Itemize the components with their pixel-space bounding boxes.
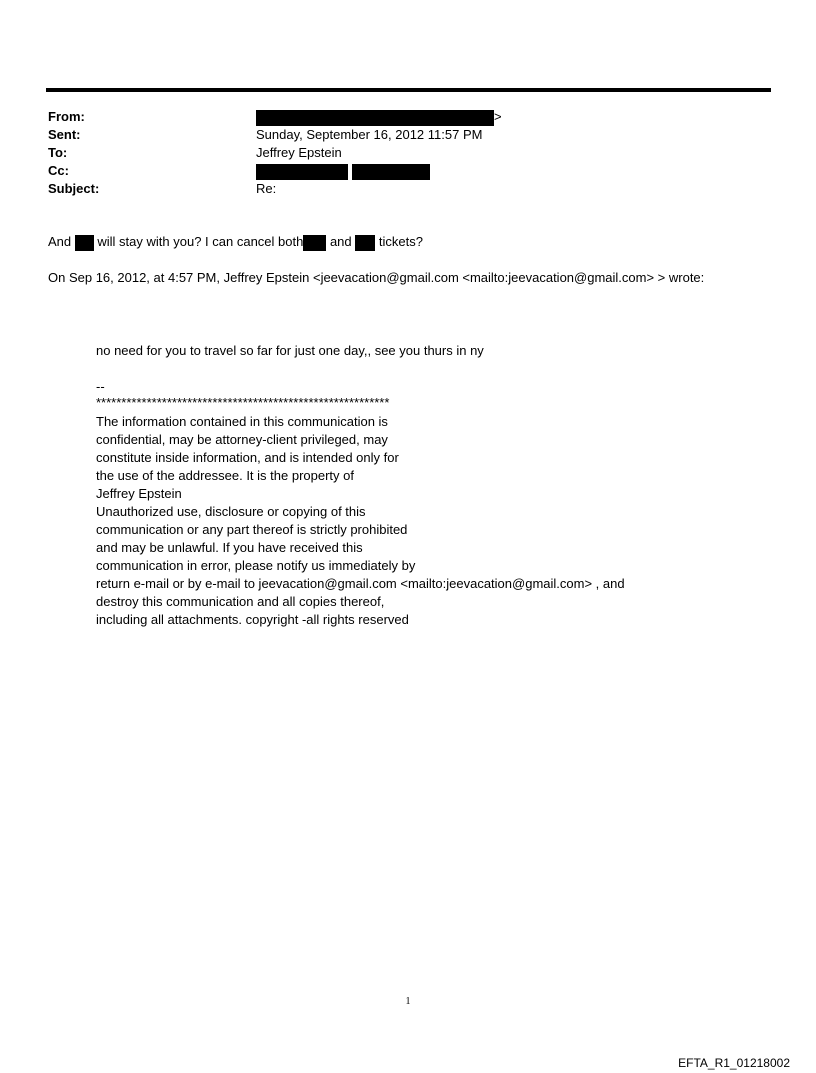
- bates-number: EFTA_R1_01218002: [678, 1056, 790, 1070]
- message-text: And: [48, 234, 72, 249]
- cc-value: [256, 162, 430, 180]
- redaction-box: [256, 164, 348, 180]
- sent-row: [48, 126, 748, 144]
- subject-row: [48, 180, 748, 198]
- disclaimer-line: Unauthorized use, disclosure or copying of this: [96, 504, 366, 519]
- message-body: [48, 233, 423, 251]
- redaction-box: [355, 235, 375, 251]
- signature-separator: --: [96, 379, 105, 394]
- signature-stars: **********************************************************: [96, 395, 390, 410]
- from-row: [48, 108, 748, 126]
- disclaimer-line: The information contained in this communication is: [96, 414, 388, 429]
- disclaimer-line: constitute inside information, and is intended only for: [96, 450, 399, 465]
- cc-row: [48, 162, 748, 180]
- message-text: tickets?: [378, 234, 423, 249]
- disclaimer-line: return e-mail or by e-mail to jeevacation@gmail.com <mailto:jeevacation@gmail.com> , and: [96, 576, 625, 591]
- redaction-box: [352, 164, 430, 180]
- to-row: [48, 144, 748, 162]
- disclaimer-line: including all attachments. copyright -all rights reserved: [96, 612, 409, 627]
- redaction-box: [303, 235, 326, 251]
- redaction-box: [75, 235, 94, 251]
- quoted-message: no need for you to travel so far for just one day,, see you thurs in ny: [96, 343, 484, 358]
- message-text: and: [329, 234, 352, 249]
- from-value: [256, 108, 502, 126]
- subject-value: Re:: [256, 181, 277, 196]
- subject-label: Subject:: [48, 181, 100, 196]
- email-header: [48, 108, 748, 198]
- reply-attribution: On Sep 16, 2012, at 4:57 PM, Jeffrey Epstein <jeevacation@gmail.com <mailto:jeevacation@gmail.com> > wrote:: [48, 270, 705, 285]
- from-label: From:: [48, 109, 85, 124]
- disclaimer-line: the use of the addressee. It is the property of: [96, 468, 354, 483]
- disclaimer-line: and may be unlawful. If you have received this: [96, 540, 363, 555]
- to-value: Jeffrey Epstein: [256, 145, 342, 160]
- sent-value: Sunday, September 16, 2012 11:57 PM: [256, 127, 483, 142]
- cc-label: Cc:: [48, 163, 69, 178]
- redaction-box: [256, 110, 494, 126]
- message-text: will stay with you? I can cancel both: [97, 234, 304, 249]
- confidentiality-disclaimer: [96, 413, 625, 629]
- disclaimer-line: confidential, may be attorney-client privileged, may: [96, 432, 388, 447]
- disclaimer-line: communication in error, please notify us immediately by: [96, 558, 416, 573]
- disclaimer-line: destroy this communication and all copies thereof,: [96, 594, 385, 609]
- disclaimer-line: Jeffrey Epstein: [96, 486, 182, 501]
- top-divider: [46, 88, 771, 92]
- from-suffix: >: [494, 109, 502, 124]
- sent-label: Sent:: [48, 127, 81, 142]
- disclaimer-line: communication or any part thereof is strictly prohibited: [96, 522, 408, 537]
- to-label: To:: [48, 145, 68, 160]
- page-number: 1: [405, 996, 411, 1007]
